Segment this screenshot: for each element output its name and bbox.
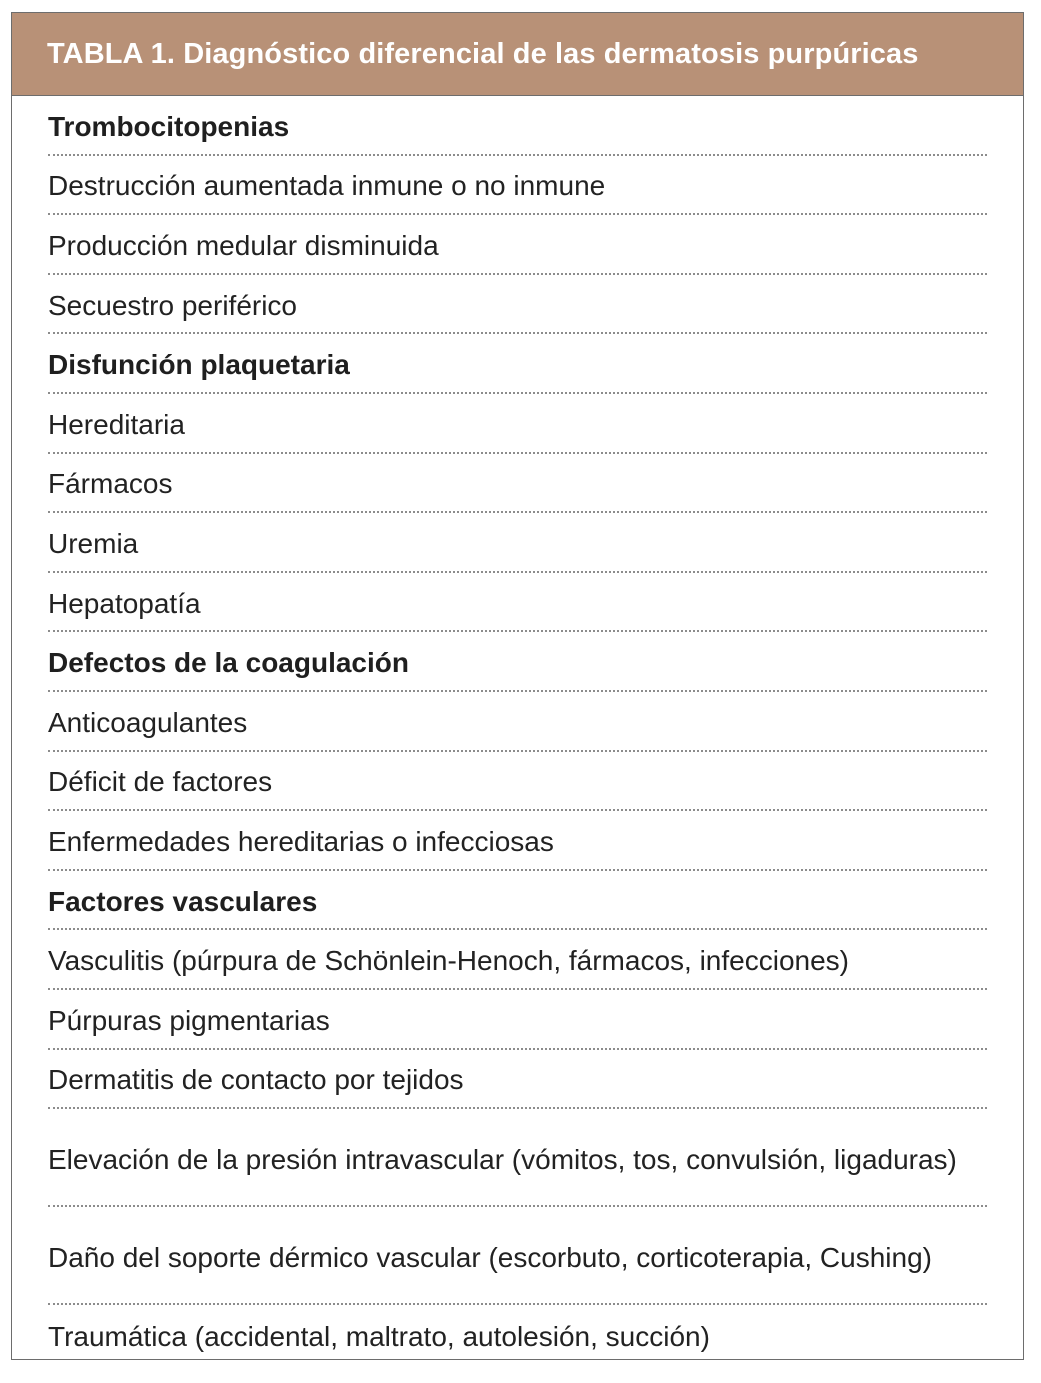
row-text: Secuestro periférico [48,289,298,321]
table-row [48,573,987,633]
diagnosis-table [11,12,1024,1360]
row-text: Vasculitis (púrpura de Schönlein-Henoch, fármacos, infecciones) [48,945,849,977]
row-text: Disfunción plaquetaria [48,349,350,381]
row-text: Elevación de la presión intravascular (vómitos, tos, convulsión, ligaduras) [48,1143,957,1175]
section-heading-factores-vasculares [48,871,987,931]
table-row [48,930,987,990]
table-title: TABLA 1. Diagnóstico diferencial de las dermatosis purpúricas [47,37,919,70]
row-text: Fármacos [48,468,173,500]
table-row [48,156,987,216]
row-text: Uremia [48,527,139,559]
row-text: Enfermedades hereditarias o infecciosas [48,825,554,857]
row-text: Daño del soporte dérmico vascular (escorbuto, corticoterapia, Cushing) [48,1241,932,1273]
row-text: Defectos de la coagulación [48,647,409,679]
row-text: Factores vasculares [48,885,318,917]
table-row [48,752,987,812]
row-text: Trombocitopenias [48,110,290,142]
row-text: Déficit de factores [48,766,273,798]
table-header [12,12,1023,96]
table-row [48,692,987,752]
section-heading-trombocitopenias [48,96,987,156]
table-row [48,513,987,573]
row-text: Destrucción aumentada inmune o no inmune [48,170,606,202]
row-text: Púrpuras pigmentarias [48,1004,330,1036]
table-row [48,275,987,335]
row-text: Producción medular disminuida [48,229,439,261]
table-row [48,1207,987,1305]
row-text: Hereditaria [48,408,185,440]
section-heading-disfuncion-plaquetaria [48,334,987,394]
section-heading-defectos-coagulacion [48,632,987,692]
row-text: Hepatopatía [48,587,201,619]
row-text: Dermatitis de contacto por tejidos [48,1064,464,1096]
table-row [48,1305,987,1365]
table-row [48,1050,987,1110]
table-row [48,215,987,275]
table-row [48,811,987,871]
table-row [48,990,987,1050]
row-text: Traumática (accidental, maltrato, autolesión, succión) [48,1320,710,1352]
table-row [48,454,987,514]
table-row [48,394,987,454]
table-body [12,96,1023,1365]
row-text: Anticoagulantes [48,706,248,738]
table-row [48,1109,987,1207]
